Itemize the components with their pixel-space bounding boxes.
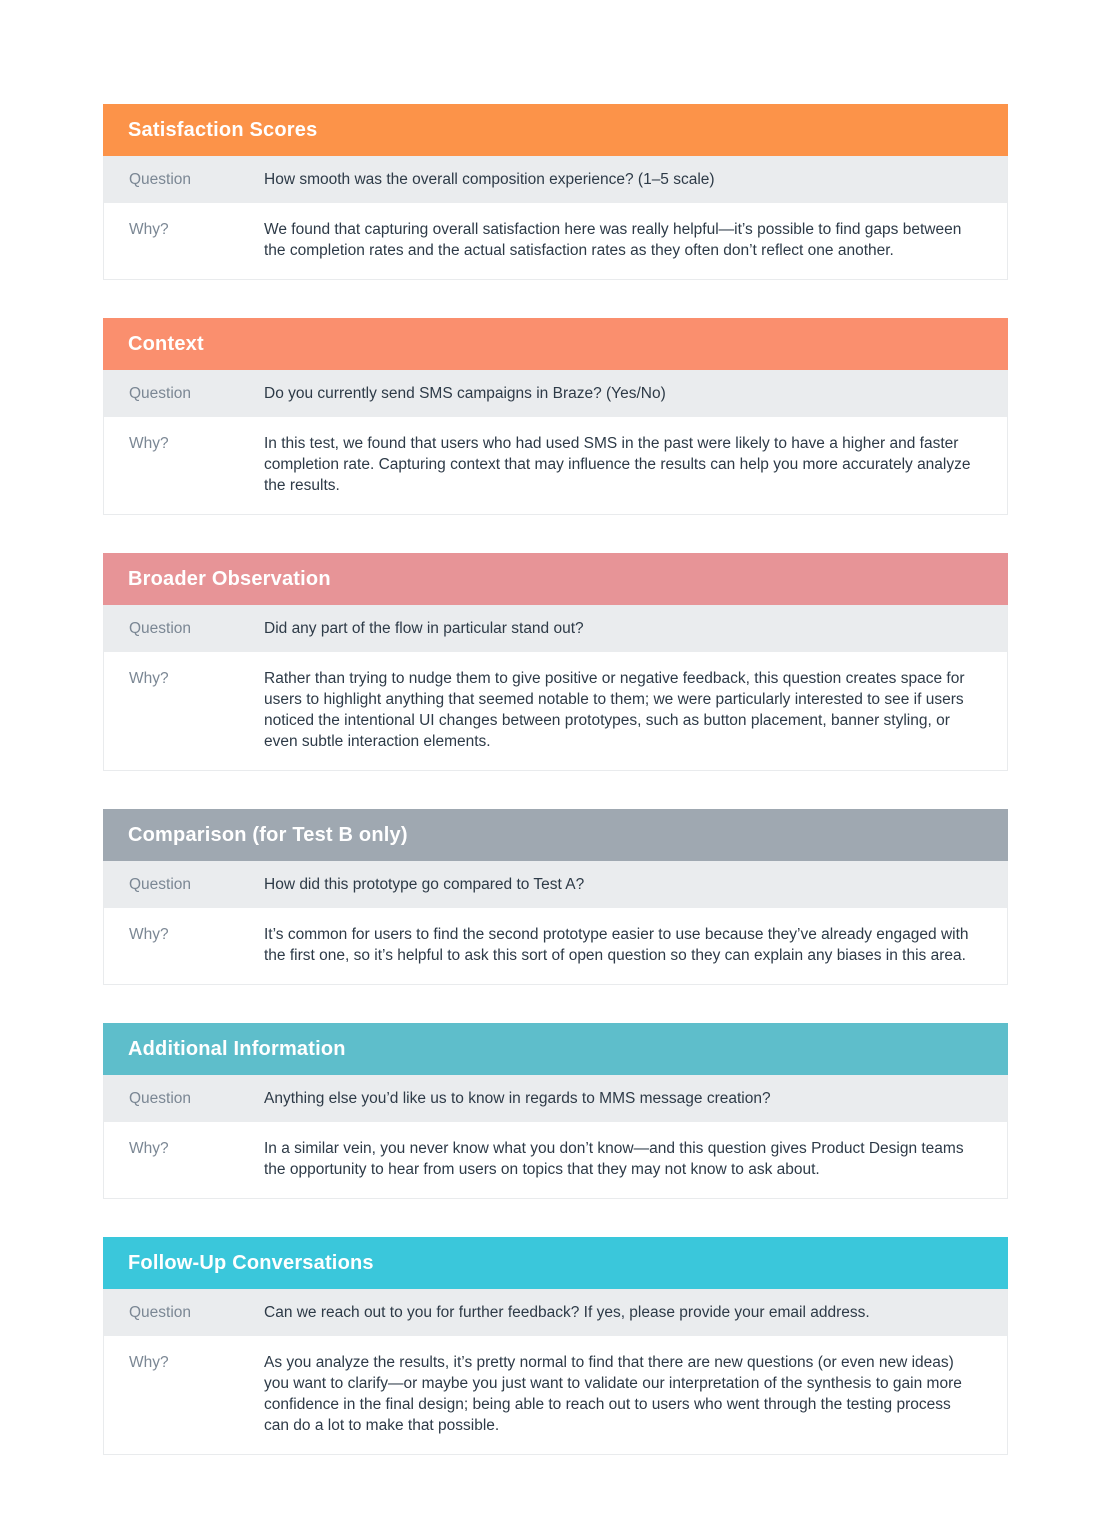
question-text: Did any part of the flow in particular stand out? xyxy=(264,620,584,637)
question-text: How smooth was the overall composition experience? (1–5 scale) xyxy=(264,171,715,188)
why-label: Why? xyxy=(129,1140,169,1157)
section-header xyxy=(103,1023,1008,1075)
question-label: Question xyxy=(129,171,192,188)
section-header xyxy=(103,1237,1008,1289)
question-row xyxy=(104,156,1007,203)
section-card-additional-information xyxy=(103,1023,1008,1199)
why-text: Rather than trying to nudge them to give positive or negative feedback, this question creates space for users to highlight anything that seemed notable to them; we were particularly interested to see if users noticed the intentional UI changes between prototypes, such as button placement, banner styling, or even subtle interaction elements. xyxy=(264,670,965,750)
section-header xyxy=(103,553,1008,605)
why-row xyxy=(104,652,1007,770)
question-row xyxy=(104,370,1007,417)
why-label: Why? xyxy=(129,926,169,943)
why-row xyxy=(104,1336,1007,1454)
question-label: Question xyxy=(129,876,192,893)
question-text: Can we reach out to you for further feedback? If yes, please provide your email address. xyxy=(264,1304,870,1321)
question-row xyxy=(104,605,1007,652)
question-text: How did this prototype go compared to Test A? xyxy=(264,876,585,893)
sections-container xyxy=(103,104,1008,1455)
why-text: We found that capturing overall satisfaction here was really helpful—it’s possible to find gaps between the completion rates and the actual satisfaction rates as they often don’t reflect one another. xyxy=(264,221,962,259)
why-text: In a similar vein, you never know what you don’t know—and this question gives Product Design teams the opportunity to hear from users on topics that they may not know to ask about. xyxy=(264,1140,964,1178)
question-row xyxy=(104,861,1007,908)
section-title: Follow-Up Conversations xyxy=(128,1251,374,1274)
why-label: Why? xyxy=(129,1354,169,1371)
why-row xyxy=(104,203,1007,279)
section-title: Satisfaction Scores xyxy=(128,118,318,141)
section-card-broader-observation xyxy=(103,553,1008,771)
why-label: Why? xyxy=(129,435,169,452)
question-label: Question xyxy=(129,385,192,402)
why-label: Why? xyxy=(129,670,169,687)
section-card-context xyxy=(103,318,1008,515)
question-row xyxy=(104,1075,1007,1122)
section-title: Broader Observation xyxy=(128,567,331,590)
section-title: Additional Information xyxy=(128,1037,346,1060)
section-card-comparison xyxy=(103,809,1008,985)
why-row xyxy=(104,417,1007,514)
section-title: Comparison (for Test B only) xyxy=(128,823,408,846)
why-row xyxy=(104,1122,1007,1198)
question-row xyxy=(104,1289,1007,1336)
section-header xyxy=(103,104,1008,156)
why-label: Why? xyxy=(129,221,169,238)
section-title: Context xyxy=(128,332,204,355)
question-label: Question xyxy=(129,1090,192,1107)
question-text: Anything else you’d like us to know in regards to MMS message creation? xyxy=(264,1090,771,1107)
question-label: Question xyxy=(129,620,192,637)
why-text: It’s common for users to find the second prototype easier to use because they’ve already engaged with the first one, so it’s helpful to ask this sort of open question so they can explain any biases in this area. xyxy=(264,926,969,964)
why-text: In this test, we found that users who had used SMS in the past were likely to have a higher and faster completion rate. Capturing context that may influence the results can help you more accurately analyze the results. xyxy=(264,435,971,494)
section-header xyxy=(103,318,1008,370)
question-text: Do you currently send SMS campaigns in Braze? (Yes/No) xyxy=(264,385,666,402)
section-card-satisfaction-scores xyxy=(103,104,1008,280)
why-text: As you analyze the results, it’s pretty normal to find that there are new questions (or even new ideas) you want to clarify—or maybe you just want to validate our interpretation of the synthesis to gain more confidence in the final design; being able to reach out to users who went through the testing process can do a lot to make that possible. xyxy=(264,1354,962,1434)
question-label: Question xyxy=(129,1304,192,1321)
section-header xyxy=(103,809,1008,861)
why-row xyxy=(104,908,1007,984)
section-card-follow-up-conversations xyxy=(103,1237,1008,1455)
